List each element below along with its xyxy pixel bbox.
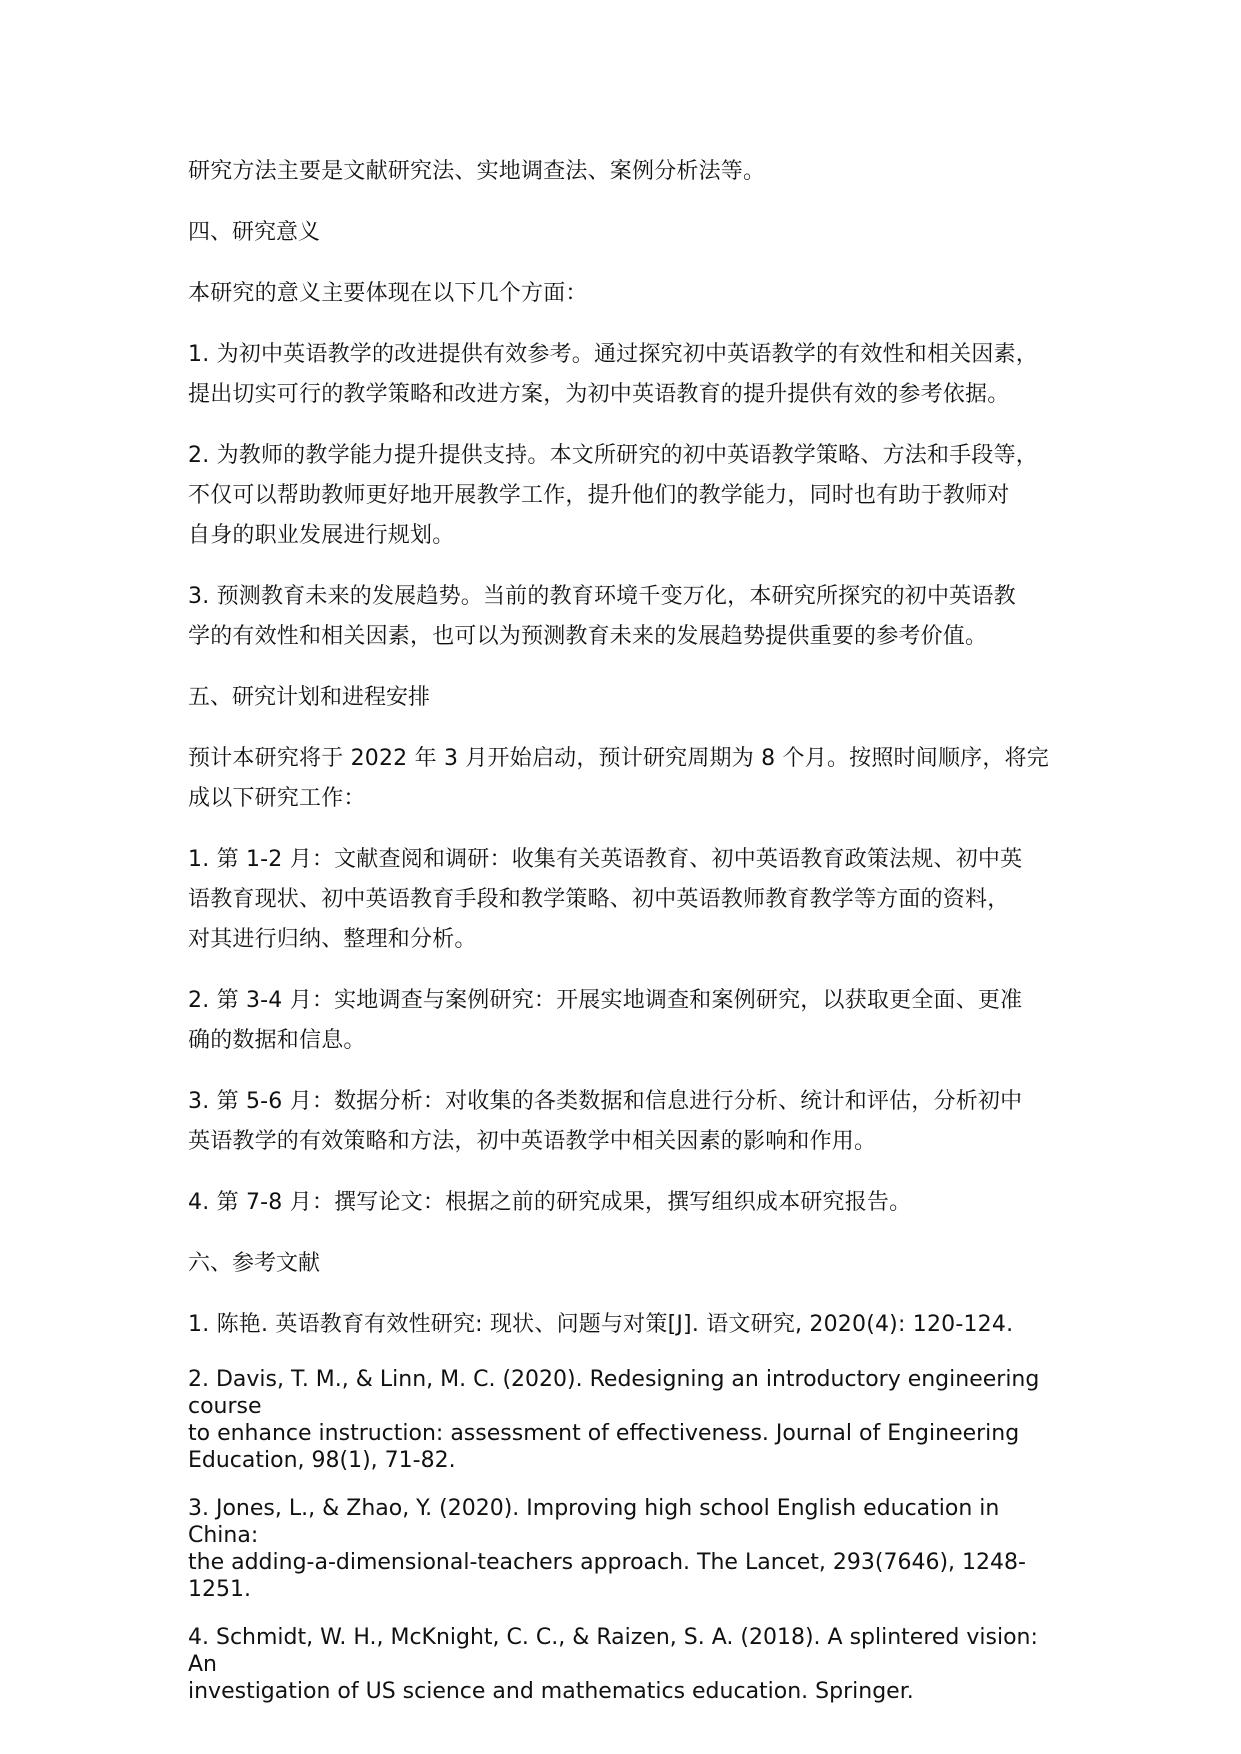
text-line: 4. Schmidt, W. H., McKnight, C. C., & Raizen, S. A. (2018). A splintered vision: An bbox=[188, 1625, 1038, 1677]
plan-step-3 bbox=[188, 1082, 1068, 1162]
section-heading-references: 六、参考文献 bbox=[188, 1251, 321, 1276]
text-line: investigation of US science and mathematics education. Springer. bbox=[188, 1679, 914, 1704]
significance-item-3 bbox=[188, 577, 1068, 657]
text-line: 1. 第 1-2 月：文献查阅和调研：收集有关英语教育、初中英语教育政策法规、初中英 bbox=[188, 847, 1023, 872]
text-line: 学的有效性和相关因素，也可以为预测教育未来的发展趋势提供重要的参考价值。 bbox=[188, 624, 988, 649]
section-heading-plan: 五、研究计划和进程安排 bbox=[188, 685, 431, 710]
section-heading-significance: 四、研究意义 bbox=[188, 220, 321, 245]
text-line: 3. 预测教育未来的发展趋势。当前的教育环境千变万化，本研究所探究的初中英语教 bbox=[188, 584, 1016, 609]
document-page bbox=[188, 152, 1068, 1705]
text-line: 2. 为教师的教学能力提升提供支持。本文所研究的初中英语教学策略、方法和手段等， bbox=[188, 443, 1038, 468]
significance-item-2 bbox=[188, 436, 1068, 556]
plan-step-2 bbox=[188, 981, 1068, 1061]
significance-item-1 bbox=[188, 335, 1068, 415]
significance-intro: 本研究的意义主要体现在以下几个方面： bbox=[188, 281, 588, 306]
reference-2 bbox=[188, 1366, 1068, 1474]
text-line: 3. Jones, L., & Zhao, Y. (2020). Improving high school English education in China: bbox=[188, 1496, 1000, 1548]
text-line: 不仅可以帮助教师更好地开展教学工作，提升他们的教学能力，同时也有助于教师对 bbox=[188, 483, 1010, 508]
text-line: Education, 98(1), 71-82. bbox=[188, 1448, 456, 1473]
methods-paragraph: 研究方法主要是文献研究法、实地调查法、案例分析法等。 bbox=[188, 159, 766, 184]
text-line: 2. 第 3-4 月：实地调查与案例研究：开展实地调查和案例研究，以获取更全面、更准 bbox=[188, 988, 1023, 1013]
text-line: 对其进行归纳、整理和分析。 bbox=[188, 927, 477, 952]
text-line: 语教育现状、初中英语教育手段和教学策略、初中英语教师教育教学等方面的资料， bbox=[188, 887, 1010, 912]
plan-intro bbox=[188, 739, 1068, 819]
text-line: 3. 第 5-6 月：数据分析：对收集的各类数据和信息进行分析、统计和评估，分析初中 bbox=[188, 1089, 1023, 1114]
text-line: 确的数据和信息。 bbox=[188, 1028, 366, 1053]
reference-1: 1. 陈艳. 英语教育有效性研究: 现状、问题与对策[J]. 语文研究, 2020(4): 120-124. bbox=[188, 1312, 1014, 1337]
text-line: 2. Davis, T. M., & Linn, M. C. (2020). Redesigning an introductory engineering course bbox=[188, 1367, 1040, 1419]
plan-step-1 bbox=[188, 840, 1068, 960]
text-line: 成以下研究工作： bbox=[188, 786, 366, 811]
text-line: 自身的职业发展进行规划。 bbox=[188, 523, 455, 548]
text-line: 提出切实可行的教学策略和改进方案，为初中英语教育的提升提供有效的参考依据。 bbox=[188, 382, 1010, 407]
plan-step-4: 4. 第 7-8 月：撰写论文：根据之前的研究成果，撰写组织成本研究报告。 bbox=[188, 1190, 912, 1215]
text-line: the adding-a-dimensional-teachers approach. The Lancet, 293(7646), 1248-1251. bbox=[188, 1550, 1026, 1602]
text-line: 英语教学的有效策略和方法，初中英语教学中相关因素的影响和作用。 bbox=[188, 1129, 877, 1154]
text-line: 预计本研究将于 2022 年 3 月开始启动，预计研究周期为 8 个月。按照时间顺序，将完 bbox=[188, 746, 1049, 771]
reference-3 bbox=[188, 1495, 1068, 1603]
text-line: to enhance instruction: assessment of effectiveness. Journal of Engineering bbox=[188, 1421, 1020, 1446]
text-line: 1. 为初中英语教学的改进提供有效参考。通过探究初中英语教学的有效性和相关因素， bbox=[188, 342, 1038, 367]
reference-4 bbox=[188, 1624, 1068, 1705]
